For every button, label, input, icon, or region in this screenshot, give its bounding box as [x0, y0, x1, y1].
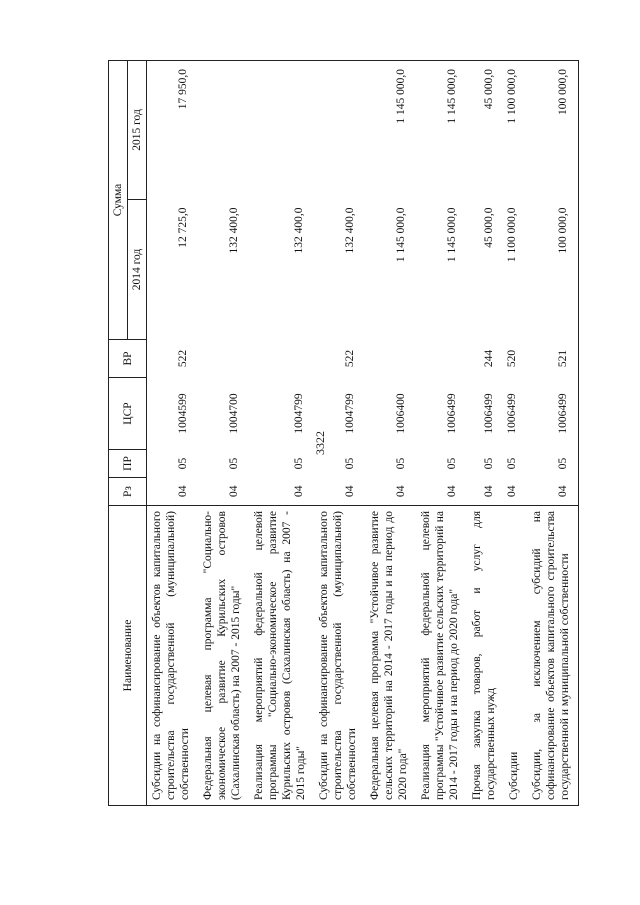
row-pr: 05	[228, 457, 240, 470]
table-row	[504, 60, 527, 805]
table-row	[147, 60, 199, 805]
table-row	[365, 60, 416, 805]
row-sum-2015: 17 950,0	[147, 60, 199, 199]
row-sum-2014: 132 400,0	[293, 207, 305, 254]
row-sum-2015	[314, 60, 365, 199]
row-pr: 05	[527, 450, 579, 478]
row-sum-2014: 132 400,0	[344, 207, 356, 254]
header-year-2014: 2014 год	[128, 200, 147, 340]
row-sum-2015: 100 000,0	[527, 60, 579, 199]
row-csr: 1004799	[344, 393, 356, 434]
table-row	[249, 60, 314, 805]
row-vr: 244	[483, 349, 495, 368]
row-name: Федеральная целевая программа "Устойчивое развитие сельских территорий на 2014 - 2017 годы и на период до 2020 года"	[365, 506, 416, 806]
row-csr: 1006499	[483, 393, 495, 434]
header-sum: Сумма	[109, 60, 128, 339]
row-sum-2015: 1 100 000,0	[504, 60, 527, 199]
header-name: Наименование	[109, 506, 147, 806]
row-vr	[249, 340, 314, 378]
row-vr	[198, 340, 249, 378]
row-sum-2014: 45 000,0	[483, 207, 495, 248]
row-csr: 1006499	[527, 378, 579, 450]
row-sum-2015	[198, 60, 249, 199]
row-rz: 04	[344, 485, 356, 497]
row-sum-2015: 45 000,0	[467, 60, 504, 199]
row-vr: 520	[506, 349, 518, 368]
row-rz: 04	[527, 478, 579, 506]
row-name: Реализация мероприятий федеральной целевой программы "Социально-экономическое развитие Курильских островов (Сахалинская область) на 2007 - 2015 годы"	[249, 506, 314, 806]
row-name: Субсидии, за исключением субсидий на софинансирование объектов капитального строительства государственной и муниципальной собственности	[527, 506, 579, 806]
row-rz: 04	[446, 485, 458, 497]
row-rz: 04	[293, 485, 305, 497]
row-rz: 04	[483, 485, 495, 497]
row-sum-2015	[249, 60, 314, 199]
header-vr: ВР	[109, 340, 147, 378]
row-name: Субсидии	[504, 506, 527, 806]
row-vr: 521	[527, 340, 579, 378]
row-csr: 1004799	[293, 393, 305, 434]
row-pr: 05	[395, 457, 407, 470]
budget-table	[108, 60, 579, 806]
table-body	[147, 60, 579, 805]
row-csr: 1006400	[395, 393, 407, 434]
table-row	[416, 60, 467, 805]
row-sum-2014: 12 725,0	[177, 207, 189, 248]
table-row	[527, 60, 579, 805]
row-name: Прочая закупка товаров, работ и услуг для государственных нужд	[467, 506, 504, 806]
page-number: 3322	[313, 431, 327, 455]
row-sum-2015: 1 145 000,0	[365, 60, 416, 199]
header-rz: Рз	[109, 478, 147, 506]
row-name: Субсидии на софинансирование объектов капитального строительства государственной (муниципальной) собственности	[314, 506, 365, 806]
row-sum-2014: 100 000,0	[527, 200, 579, 340]
header-csr: ЦСР	[109, 378, 147, 450]
row-rz: 04	[228, 485, 240, 497]
row-pr: 05	[293, 457, 305, 470]
row-vr	[365, 340, 416, 378]
row-rz: 04	[177, 485, 189, 497]
row-csr: 1006499	[446, 393, 458, 434]
header-pr: ПР	[109, 450, 147, 478]
row-name: Субсидии на софинансирование объектов капитального строительства государственной (муниципальной) собственности	[147, 506, 199, 806]
row-pr: 05	[506, 457, 518, 470]
row-sum-2014: 1 145 000,0	[446, 207, 458, 263]
row-vr: 522	[177, 349, 189, 368]
rotated-table-container	[108, 61, 583, 806]
row-pr: 05	[483, 457, 495, 470]
row-csr: 1004599	[177, 393, 189, 434]
row-csr: 1006499	[506, 393, 518, 434]
row-name: Федеральная целевая программа "Социально-экономическое развитие Курильских островов (Сахалинская область) на 2007 - 2015 годы"	[198, 506, 249, 806]
row-rz: 04	[506, 485, 518, 497]
table-row	[467, 60, 504, 805]
row-csr: 1004700	[228, 393, 240, 434]
table-header	[109, 60, 147, 805]
row-vr	[416, 340, 467, 378]
row-pr: 05	[177, 457, 189, 470]
row-pr: 05	[344, 457, 356, 470]
row-rz: 04	[395, 485, 407, 497]
row-name: Реализация мероприятий федеральной целевой программы "Устойчивое развитие сельских территорий на 2014 - 2017 годы и на период до 2020 года"	[416, 506, 467, 806]
row-sum-2014: 1 100 000,0	[506, 207, 518, 263]
table-row	[314, 60, 365, 805]
row-sum-2014: 1 145 000,0	[395, 207, 407, 263]
row-pr: 05	[446, 457, 458, 470]
row-sum-2015: 1 145 000,0	[416, 60, 467, 199]
row-sum-2014: 132 400,0	[228, 207, 240, 254]
table-row	[198, 60, 249, 805]
header-year-2015: 2015 год	[128, 60, 147, 199]
row-vr: 522	[344, 349, 356, 368]
